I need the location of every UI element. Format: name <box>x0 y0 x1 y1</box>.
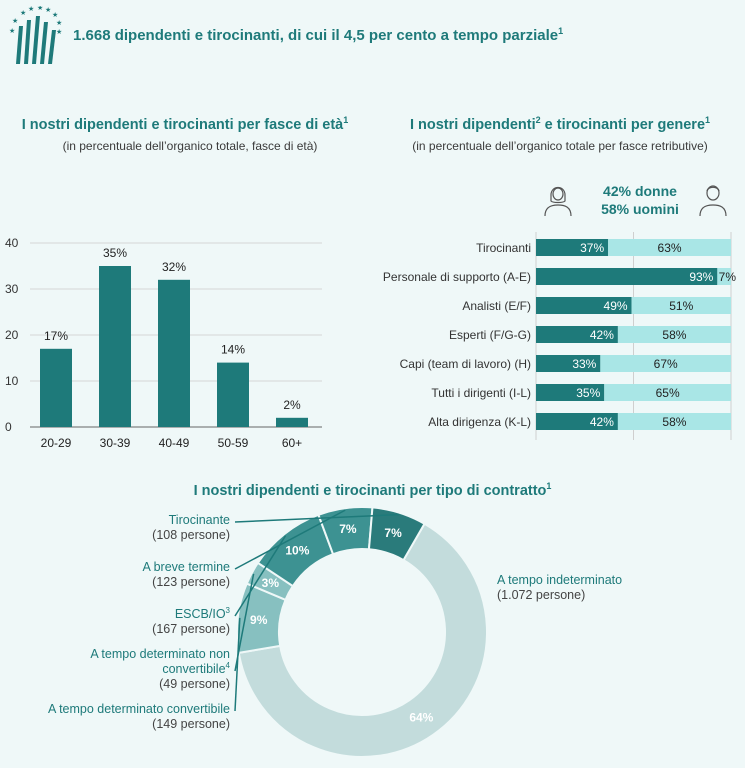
svg-text:★: ★ <box>9 28 16 35</box>
donut-sublabel: (49 persone) <box>159 677 230 691</box>
gender-men-label: 51% <box>669 299 694 313</box>
age-bar <box>158 280 190 427</box>
gender-women-label: 35% <box>576 386 601 400</box>
age-ytick-label: 10 <box>5 374 19 388</box>
gender-women-label: 42% <box>589 415 614 429</box>
gender-stacked-bar-chart <box>350 230 745 445</box>
age-ytick-label: 40 <box>5 236 19 250</box>
donut-sublabel: (108 persone) <box>152 528 230 542</box>
gender-women-label: 33% <box>572 357 597 371</box>
age-category-label: 40-49 <box>158 436 190 450</box>
gender-women-label: 42% <box>589 328 614 342</box>
svg-text:★: ★ <box>28 6 35 13</box>
donut-sublabel: (167 persone) <box>152 622 230 636</box>
donut-pct-label: 10% <box>285 543 310 558</box>
gender-chart-subtitle: (in percentuale dell’organico totale per fasce retributive) <box>412 139 708 153</box>
svg-text:★: ★ <box>56 29 63 36</box>
gender-men-label: 63% <box>657 241 682 255</box>
age-data-label: 17% <box>43 328 69 343</box>
svg-text:★: ★ <box>12 18 19 25</box>
donut-sublabel: (149 persone) <box>152 717 230 731</box>
age-bar-chart <box>0 230 330 455</box>
gender-category-label: Personale di supporto (A-E) <box>382 270 531 284</box>
gender-category-label: Esperti (F/G-G) <box>448 328 531 342</box>
svg-text:★: ★ <box>37 6 44 12</box>
gender-category-label: Analisti (E/F) <box>462 299 531 313</box>
donut-label: convertibile$^4$ <box>162 661 230 676</box>
gender-category-label: Tutti i dirigenti (I-L) <box>431 386 531 400</box>
donut-pct-label: 9% <box>250 613 268 628</box>
svg-text:★: ★ <box>56 20 63 27</box>
age-category-label: 60+ <box>281 436 303 450</box>
age-ytick-label: 20 <box>5 328 19 342</box>
donut-pct-label: 64% <box>409 710 434 725</box>
donut-pct-label: 3% <box>261 575 280 590</box>
donut-label: Tirocinante <box>168 513 230 527</box>
gender-men-label: 58% <box>662 415 687 429</box>
donut-sublabel: (123 persone) <box>152 575 230 589</box>
donut-label: A tempo determinato non <box>90 647 230 661</box>
svg-text:★: ★ <box>20 10 27 17</box>
svg-text:★: ★ <box>45 7 52 14</box>
donut-label: ESCB/$IO^3$ <box>174 606 230 621</box>
woman-icon <box>543 181 573 217</box>
contract-chart-title: I nostri dipendenti e tirocinanti per tipo di contratto$^1$ <box>193 481 552 499</box>
contract-donut-chart <box>0 495 745 768</box>
age-category-label: 20-29 <box>40 436 72 450</box>
age-chart-subtitle: (in percentuale dell’organico totale, fasce di età) <box>62 139 318 153</box>
men-share-label: 58% uomini <box>601 201 679 217</box>
gender-men-label: 65% <box>655 386 680 400</box>
gender-women-label: 93% <box>689 270 714 284</box>
page-title: 1.668 dipendenti e tirocinanti, di cui il 4,5 per cento a tempo parziale$^1$ <box>73 26 564 44</box>
gender-category-label: Alta dirigenza (K-L) <box>428 415 531 429</box>
age-bar <box>217 363 249 427</box>
age-data-label: 2% <box>283 397 301 412</box>
age-data-label: 32% <box>161 259 187 274</box>
donut-label: A tempo determinato convertibile <box>47 702 230 716</box>
gender-chart-title: I nostri dipendenti$^2$ e tirocinanti per genere$^1$ <box>409 115 711 133</box>
age-bar <box>276 418 308 427</box>
age-category-label: 30-39 <box>99 436 131 450</box>
gender-men-label: 58% <box>662 328 687 342</box>
age-category-label: 50-59 <box>217 436 249 450</box>
donut-sublabel: (1.072 persone) <box>497 588 586 602</box>
svg-text:★: ★ <box>52 12 59 19</box>
donut-label: A breve termine <box>142 560 230 574</box>
donut-pct-label: 7% <box>339 521 357 536</box>
age-ytick-label: 30 <box>5 282 19 296</box>
age-chart-title: I nostri dipendenti e tirocinanti per fasce di età$^1$ <box>21 115 349 133</box>
donut-pct-label: 7% <box>384 525 402 540</box>
gender-women-label: 49% <box>603 299 628 313</box>
women-share-label: 42% donne <box>603 183 677 199</box>
gender-category-label: Capi (team di lavoro) (H) <box>399 357 531 371</box>
gender-women-label: 37% <box>580 241 605 255</box>
age-data-label: 14% <box>220 342 246 357</box>
age-bar <box>99 266 131 427</box>
age-data-label: 35% <box>102 246 128 260</box>
man-icon <box>698 181 728 217</box>
donut-label: A tempo indeterminato <box>497 573 623 587</box>
gender-men-label: 7% <box>718 270 736 284</box>
gender-category-label: Tirocinanti <box>476 241 531 255</box>
age-bar <box>40 349 72 427</box>
age-ytick-label: 0 <box>5 420 12 434</box>
ecb-logo-icon <box>6 6 64 64</box>
gender-men-label: 67% <box>653 357 678 371</box>
